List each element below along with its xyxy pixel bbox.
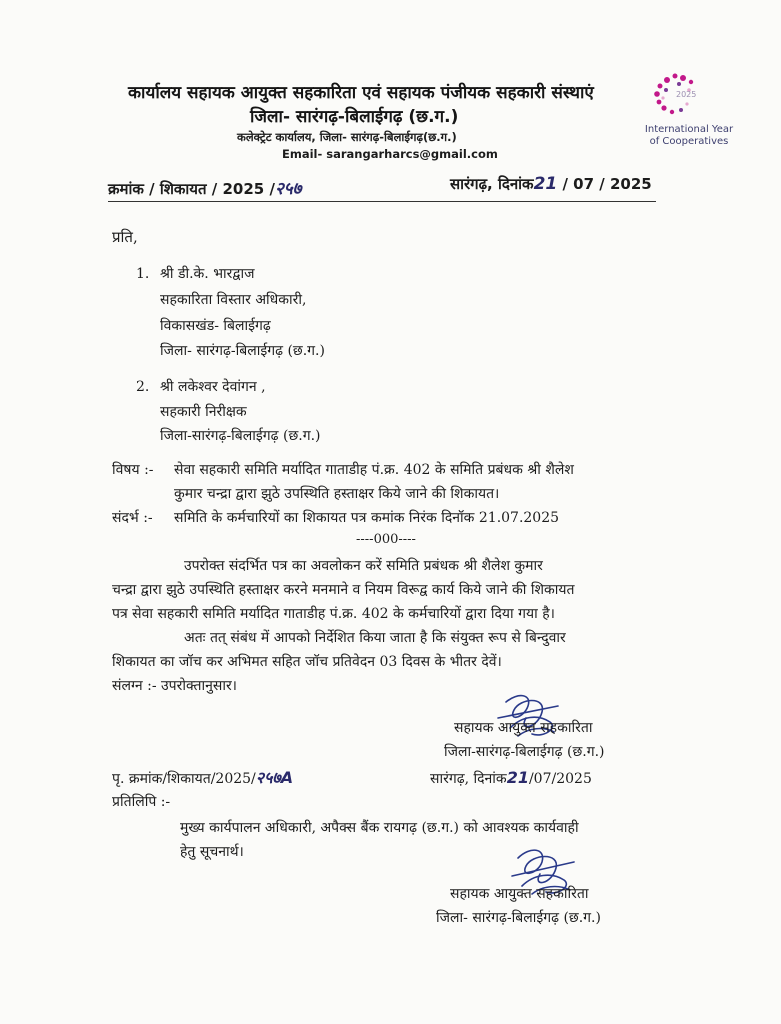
prati-label: प्रति, (112, 228, 138, 246)
endorsement-date-prefix: सारंगढ़, दिनांक (430, 771, 507, 787)
recipient-2-number: 2. (136, 379, 150, 395)
recipient-2-name: श्री लकेश्वर देवांगन , (160, 379, 266, 395)
signatory-2-place: जिला- सारंगढ़-बिलाईगढ़ (छ.ग.) (436, 910, 601, 926)
letter-number-handwritten: २५७ (274, 179, 302, 199)
recipient-2-designation: सहकारी निरीक्षक (160, 404, 247, 420)
separator: ----000---- (356, 532, 416, 547)
reference-text: समिति के कर्मचारियों का शिकायत पत्र कमांक निरंक दिनॉक 21.07.2025 (174, 510, 560, 526)
para-2-line-1: अतः तत् संबंध में आपको निर्देशित किया जाता है कि संयुक्त रूप से बिन्दुवार (184, 630, 566, 646)
signatory-1-place: जिला-सारंगढ़-बिलाईगढ़ (छ.ग.) (444, 744, 605, 760)
office-email: Email- sarangarharcs@gmail.com (282, 147, 498, 161)
endorsement-date (430, 768, 592, 789)
letter-date (450, 174, 652, 194)
letter-date-suffix: / 07 / 2025 (562, 175, 652, 193)
letter-date-prefix: सारंगढ़, दिनांक (450, 175, 534, 193)
endorsement-number (112, 768, 293, 789)
attachment-note: संलग्न :- उपरोक्तानुसार। (112, 678, 237, 694)
copy-label: प्रतिलिपि :- (112, 794, 171, 810)
subject-line-2: कुमार चन्द्रा द्वारा झुठे उपस्थिति हस्ताक्षर किये जाने की शिकायत। (174, 486, 500, 502)
endorsement-date-suffix: /07/2025 (528, 771, 592, 787)
para-1-line-1: उपरोक्त संदर्भित पत्र का अवलोकन करें समिति प्रबंधक श्री शैलेश कुमार (184, 558, 543, 574)
subject-line-1: सेवा सहकारी समिति मर्यादित गाताडीह पं.क्र. 402 के समिति प्रबंधक श्री शैलेश (174, 462, 574, 478)
recipient-1-number: 1. (136, 266, 150, 282)
para-1-line-3: पत्र सेवा सहकारी समिति मर्यादित गाताडीह पं.क्र. 402 के कर्मचारियों द्वारा दिया गया है। (112, 606, 555, 622)
endorsement-number-prefix: पृ. क्रमांक/शिकायत/2025/ (112, 771, 256, 787)
endorsement-number-handwritten: २५७A (255, 768, 294, 787)
recipient-1-block: विकासखंड- बिलाईगढ़ (160, 318, 271, 334)
copy-line-2: हेतु सूचनार्थ। (180, 844, 244, 860)
letter-date-handwritten: 21 (533, 174, 558, 194)
recipient-1-designation: सहकारिता विस्तार अधिकारी, (160, 292, 307, 308)
copy-line-1: मुख्य कार्यपालन अधिकारी, अपैक्स बैंक रायगढ़ (छ.ग.) को आवश्यक कार्यवाही (180, 820, 579, 836)
signatory-2-title: सहायक आयुक्त सहकारिता (450, 886, 589, 902)
letter-number-prefix: क्रमांक / शिकायत / 2025 / (108, 180, 275, 198)
letter-number (108, 176, 301, 199)
header-divider (108, 201, 656, 202)
para-2-line-2: शिकायत का जॉच कर अभिमत सहित जॉच प्रतिवेदन 03 दिवस के भीतर देवें। (112, 654, 502, 670)
recipient-1-name: श्री डी.के. भारद्वाज (160, 266, 255, 282)
logo-caption-2: of Cooperatives (649, 136, 729, 147)
subject-label: विषय :- (112, 462, 154, 478)
logo-caption-1: International Year (644, 124, 734, 135)
para-1-line-2: चन्द्रा द्वारा झुठे उपस्थिति हस्ताक्षर करने मनमाने व नियम विरूद्व कार्य किये जाने की शिकायत (112, 582, 575, 598)
district-title: जिला- सारंगढ़-बिलाईगढ़ (छ.ग.) (250, 107, 459, 127)
reference-label: संदर्भ :- (112, 510, 153, 526)
office-address: कलेक्ट्रेट कार्यालय, जिला- सारंगढ़-बिलाईगढ़(छ.ग.) (237, 130, 457, 144)
signatory-1-title: सहायक आयुक्त सहकारिता (454, 720, 593, 736)
logo-year: 2025 (676, 90, 697, 99)
recipient-2-district: जिला-सारंगढ़-बिलाईगढ़ (छ.ग.) (160, 428, 321, 444)
office-title: कार्यालय सहायक आयुक्त सहकारिता एवं सहायक पंजीयक सहकारी संस्थाएं (128, 83, 594, 103)
recipient-1-district: जिला- सारंगढ़-बिलाईगढ़ (छ.ग.) (160, 343, 325, 359)
endorsement-date-handwritten: 21 (506, 768, 529, 787)
